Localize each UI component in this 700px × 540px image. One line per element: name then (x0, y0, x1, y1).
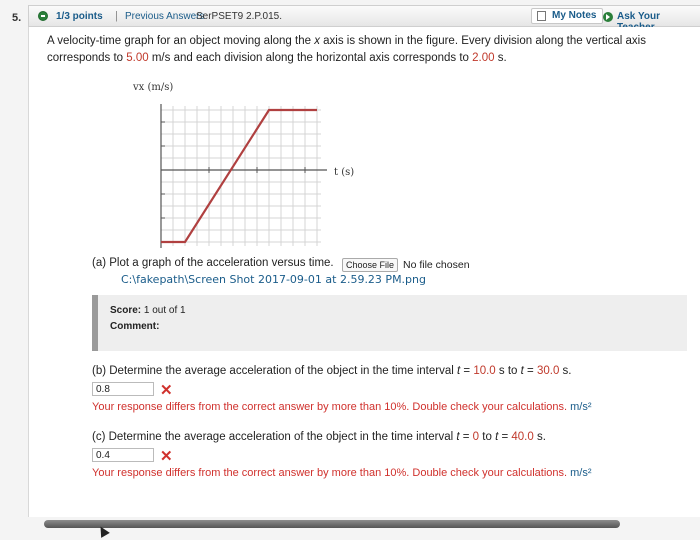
my-notes-label: My Notes (552, 10, 597, 21)
part-c-start-time: 0 (472, 431, 480, 443)
incorrect-x-icon: ✕ (160, 448, 173, 465)
time-symbol: t (495, 431, 499, 443)
part-c-feedback (92, 467, 592, 479)
problem-statement (47, 33, 687, 67)
no-file-label: No file chosen (403, 259, 470, 271)
equals-sign: = (459, 431, 473, 443)
time-division-value: 2.00 (472, 52, 495, 64)
time-symbol: t (520, 365, 524, 377)
problem-text: m/s and each division along the horizontal axis corresponds to (148, 52, 473, 64)
question-number: 5. (12, 12, 22, 24)
problem-variable: x (314, 35, 320, 47)
horizontal-scrollbar[interactable] (44, 520, 620, 528)
notes-icon (537, 11, 546, 21)
part-c-text: (c) Determine the average acceleration of the object in the time interval (92, 431, 457, 443)
equals-sign: = (498, 431, 512, 443)
answer-unit: m/s² (570, 401, 592, 413)
problem-text: A velocity-time graph for an object moving along the (47, 35, 315, 47)
problem-text: axis is shown in the figure. Every division along the vertical axis corresponds to (47, 35, 646, 64)
equals-sign: = (523, 365, 537, 377)
part-b-text: s. (559, 365, 572, 377)
comment-label: Comment: (110, 321, 160, 332)
play-icon (603, 12, 613, 22)
incorrect-x-icon: ✕ (160, 382, 173, 399)
part-b-start-time: 10.0 (473, 365, 496, 377)
score-text (110, 305, 186, 316)
uploaded-file-path: C:\fakepath\Screen Shot 2017-09-01 at 2.59.23 PM.png (121, 273, 426, 286)
part-b-prompt (92, 365, 571, 377)
part-b-text: s to (495, 365, 521, 377)
feedback-text: Your response differs from the correct answer by more than 10%. Double check your calculations. (92, 401, 568, 413)
equals-sign: = (460, 365, 474, 377)
my-notes-button[interactable] (531, 8, 603, 24)
graph-x-axis-label: t (s) (334, 167, 355, 178)
time-symbol: t (457, 365, 461, 377)
score-value: 1 out of 1 (141, 305, 186, 316)
ask-teacher-link[interactable]: Ask Your (617, 11, 660, 22)
time-symbol: t (456, 431, 460, 443)
graph-y-axis-label: vx (m/s) (133, 82, 174, 93)
velocity-time-graph (151, 100, 331, 250)
part-c-text: to (479, 431, 496, 443)
score-label: Score: (110, 305, 142, 316)
part-c-prompt (92, 431, 546, 443)
part-c-text: s. (533, 431, 546, 443)
score-panel (92, 295, 687, 351)
problem-reference: SerPSET9 2.P.015. (196, 11, 282, 22)
answer-unit: m/s² (570, 467, 592, 479)
velocity-division-value: 5.00 (126, 52, 149, 64)
part-b-feedback (92, 401, 592, 413)
feedback-text: Your response differs from the correct answer by more than 10%. Double check your calculations. (92, 467, 568, 479)
part-b-answer-input[interactable] (92, 382, 154, 396)
question-header (28, 5, 700, 27)
points-status-icon (38, 11, 48, 21)
problem-text: s. (494, 52, 507, 64)
part-c-end-time: 40.0 (511, 431, 534, 443)
velocity-curve (161, 110, 317, 242)
header-separator: | (115, 10, 118, 22)
part-c-answer-input[interactable] (92, 448, 154, 462)
part-b-text: (b) Determine the average acceleration of the object in the time interval (92, 365, 457, 377)
choose-file-button[interactable]: Choose File (342, 258, 398, 272)
part-a-prompt: (a) Plot a graph of the acceleration versus time. (92, 257, 334, 269)
points-label: 1/3 points (56, 11, 103, 22)
previous-answers-link[interactable]: Previous Answers (125, 11, 205, 22)
question-content (28, 27, 700, 517)
part-b-end-time: 30.0 (536, 365, 560, 377)
